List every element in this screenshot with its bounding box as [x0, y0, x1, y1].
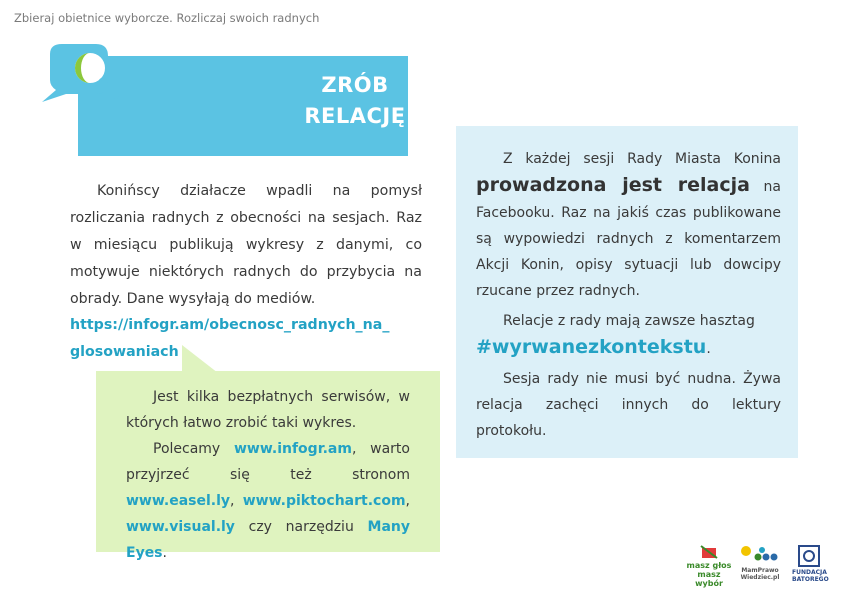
banner-title [300, 70, 410, 132]
info-text-segment: Z każdej sesji Rady Miasta Konina [503, 151, 781, 167]
piktochart-link[interactable]: www.piktochart.com [242, 493, 406, 509]
banner-title-line1: ZRÓB [321, 73, 389, 97]
logo3-line1: FUNDACJA [792, 569, 827, 576]
tip-separator: , [405, 493, 410, 509]
infogram-site-link[interactable]: www.infogr.am [233, 441, 352, 457]
infogram-link[interactable] [70, 312, 415, 366]
logo1-line2: masz wybór [695, 570, 723, 588]
tip-text-segment: , warto przyjrzeć się też stronom [126, 441, 410, 483]
logo1-line1: masz głos [686, 561, 732, 570]
tip-separator: , [230, 493, 243, 509]
info-paragraph-1 [476, 146, 781, 304]
info-paragraph-2 [476, 308, 781, 362]
magnifier-speech-bubble-icon [38, 40, 138, 110]
info-text-segment: Relacje z rady mają zawsze hasztag [503, 313, 755, 329]
tip-box-tail [178, 345, 218, 373]
info-emphasis: prowadzona jest relacja [476, 174, 750, 196]
info-paragraph-3: Sesja rady nie musi być nudna. Żywa relacja zachęci innych do lektury protokołu. [476, 371, 781, 439]
tip-paragraph-1: Jest kilka bezpłatnych serwisów, w których łatwo zrobić taki wykres. [126, 389, 410, 431]
main-paragraph-block [70, 178, 422, 313]
many-eyes-link[interactable]: Many Eyes [126, 519, 410, 561]
masz-glos-logo [684, 545, 734, 588]
batory-emblem-icon [798, 545, 820, 567]
visually-link[interactable]: www.visual.ly [126, 519, 235, 535]
info-text [476, 146, 781, 448]
tip-text [126, 384, 410, 566]
tip-text-segment: czy narzędziu [234, 519, 368, 535]
tip-text-segment: Polecamy [153, 441, 234, 457]
tip-paragraph-2 [126, 436, 410, 566]
info-period: . [706, 341, 711, 357]
ballot-icon [699, 545, 719, 559]
easelly-link[interactable]: www.easel.ly [126, 493, 231, 509]
page-header: Zbieraj obietnice wyborcze. Rozliczaj swoich radnych [14, 11, 320, 25]
infogram-link-line2[interactable]: glosowaniach [70, 344, 179, 360]
banner-title-line2: RELACJĘ [304, 104, 406, 128]
fundacja-batorego-logo [792, 545, 829, 583]
tip-period: . [162, 545, 167, 561]
infogram-link-line1[interactable]: https://infogr.am/obecnosc_radnych_na_ [70, 317, 390, 333]
people-dots-icon [740, 545, 780, 565]
logo2-line2: Wiedziec.pl [740, 574, 780, 581]
logo2-line1: MamPrawo [741, 567, 779, 574]
logo3-line2: BATOREGO [792, 576, 829, 583]
info-text-segment: na Facebooku. Raz na jakiś czas publikowane są wypowiedzi radnych z komentarzem Akcji Konin, opisy sytuacji lub dowcipy rzucane przez radnych. [476, 179, 781, 299]
hashtag: #wyrwanezkontekstu [476, 336, 707, 358]
main-paragraph: Konińscy działacze wpadli na pomysł rozliczania radnych z obecności na sesjach. Raz w miesiącu publikują wykresy z danymi, co motywuje niektórych radnych do przybycia na obrady. Dane wysyłają do mediów. [70, 183, 422, 307]
mam-prawo-wiedziec-logo [738, 545, 782, 581]
